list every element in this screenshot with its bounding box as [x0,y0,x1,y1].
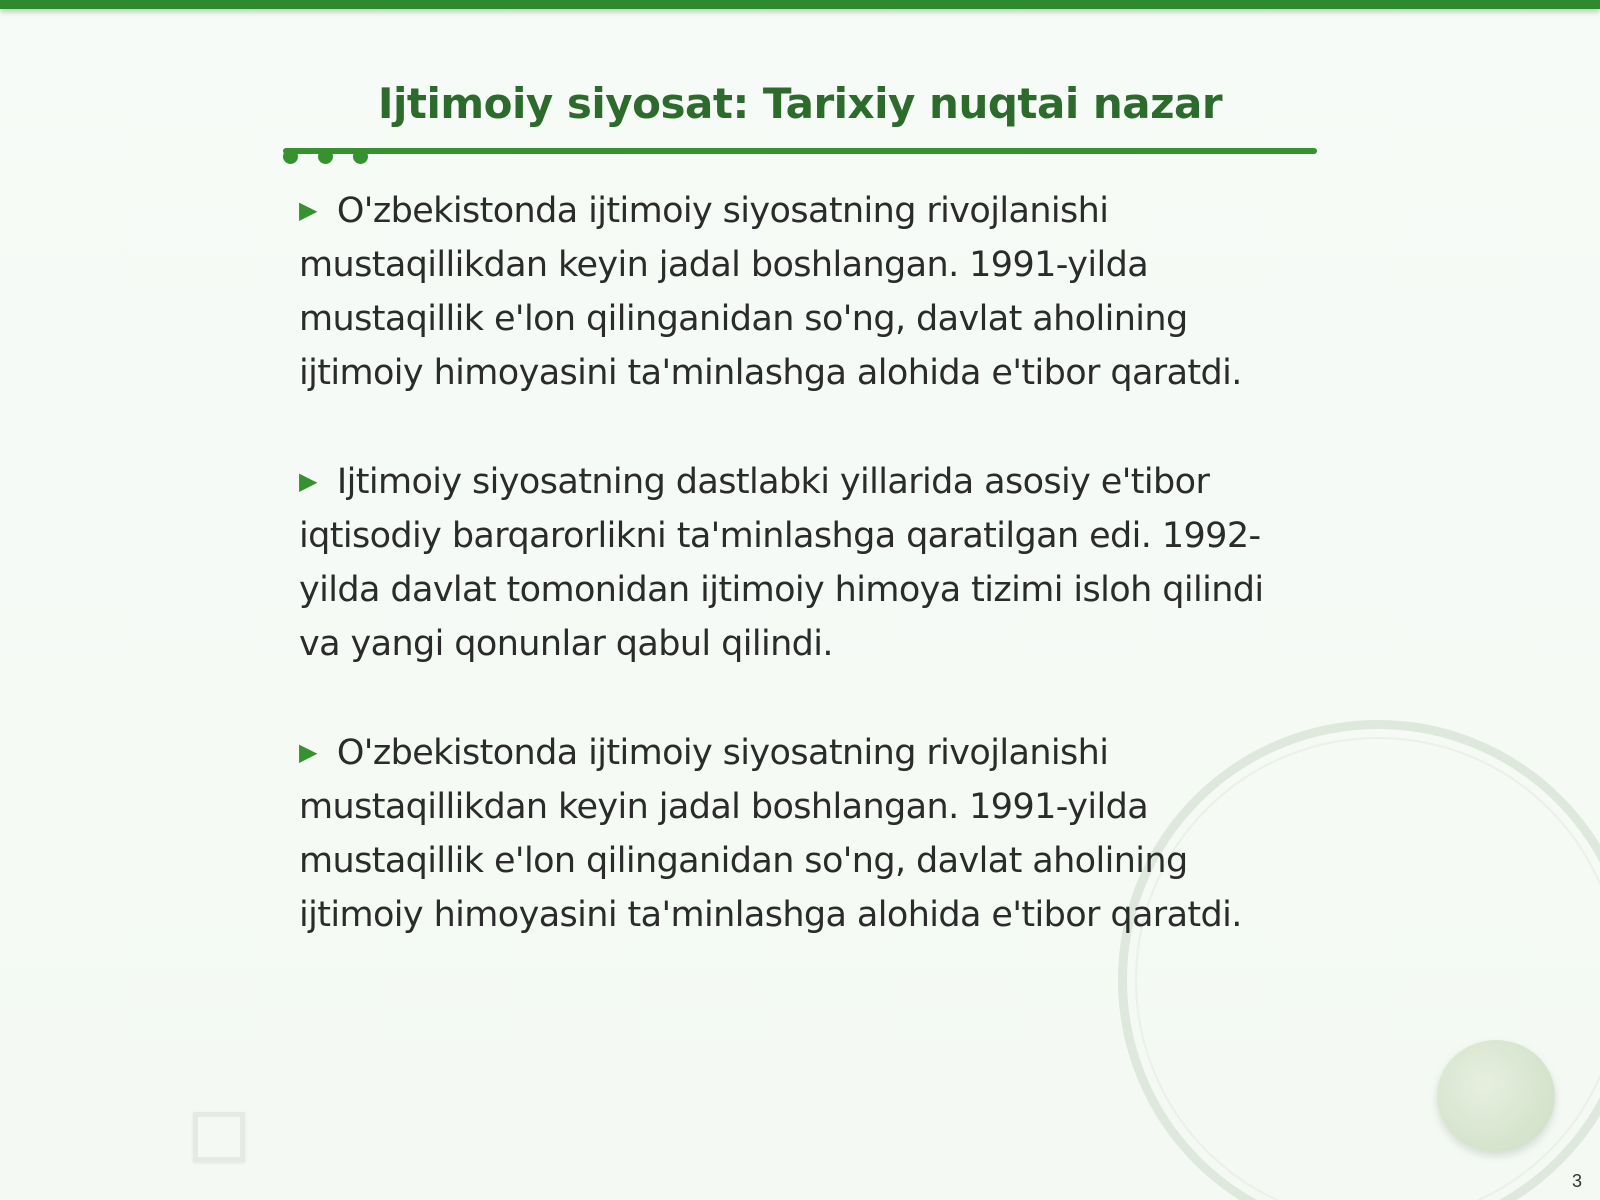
bullet-item [299,183,1309,400]
title-underline [283,148,1317,154]
bullet-item [299,454,1309,671]
page-number: 3 [1571,1171,1582,1191]
bullet-text: O'zbekistonda ijtimoiy siyosatning rivojlanishi mustaqillikdan keyin jadal boshlangan. 1991-yilda mustaqillik e'lon qilinganidan so'ng, davlat aholining ijtimoiy himoyasini ta'minlashga alohida e'tibor qaratdi. [299,191,1242,393]
underline-dot [318,149,333,164]
bullet-text: Ijtimoiy siyosatning dastlabki yillarida asosiy e'tibor iqtisodiy barqarorlikni ta'minlashga qaratilgan edi. 1992-yilda davlat tomonidan ijtimoiy himoya tizimi isloh qilindi va yangi qonunlar qabul qilindi. [299,462,1264,664]
bullet-item [299,725,1309,942]
bullet-list [299,183,1309,996]
slide-title: Ijtimoiy siyosat: Tarixiy nuqtai nazar [377,79,1223,128]
decorative-circle [1437,1040,1555,1152]
decorative-square [193,1112,245,1162]
triangle-bullet-icon: ▶ [299,196,317,224]
triangle-bullet-icon: ▶ [299,467,317,495]
bullet-text: O'zbekistonda ijtimoiy siyosatning rivojlanishi mustaqillikdan keyin jadal boshlangan. 1991-yilda mustaqillik e'lon qilinganidan so'ng, davlat aholining ijtimoiy himoyasini ta'minlashga alohida e'tibor qaratdi. [299,733,1242,935]
top-accent-bar [0,0,1600,9]
underline-dot [353,149,368,164]
underline-dot [283,149,298,164]
triangle-bullet-icon: ▶ [299,738,317,766]
